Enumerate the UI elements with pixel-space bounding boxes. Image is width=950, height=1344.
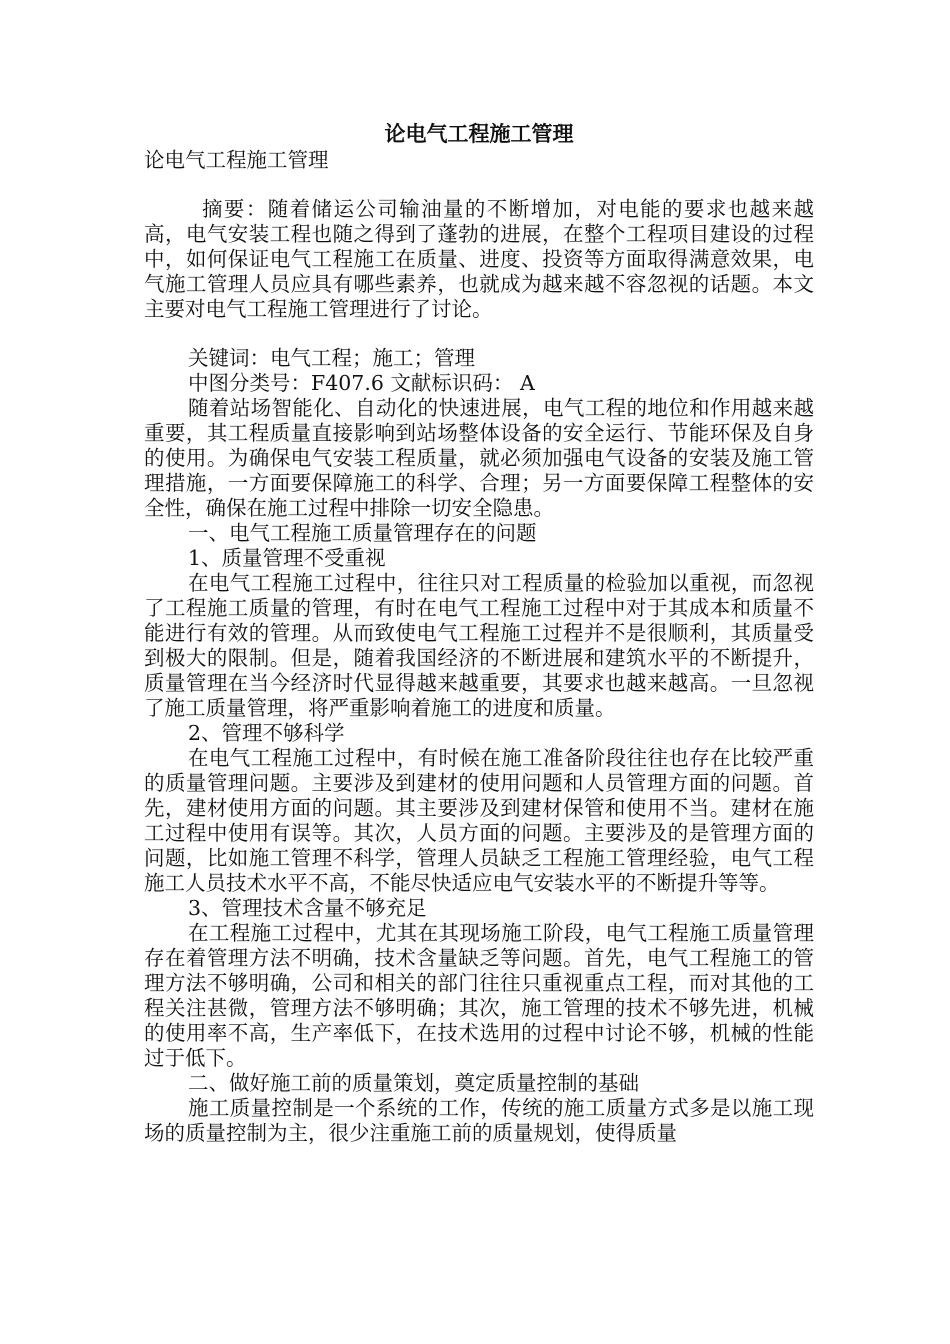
paragraph-1-3: 在工程施工过程中，尤其在其现场施工阶段，电气工程施工质量管理存在着管理方法不明确，技术含量缺乏等问题。首先，电气工程施工的管理方法不够明确，公司和相关的部门往往只重视重点工程，而对其他的工程关注甚微，管理方法不够明确；其次，施工管理的技术不够先进，机械的使用率不高，生产率低下，在技术选用的过程中讨论不够，机械的性能过于低下。 [144, 921, 814, 1070]
section-heading-1: 一、电气工程施工质量管理存在的问题 [188, 521, 537, 545]
paragraph-1-1: 在电气工程施工过程中，往往只对工程质量的检验加以重视，而忽视了工程施工质量的管理，有时在电气工程施工过程中对于其成本和质量不能进行有效的管理。从而致使电气工程施工过程并不是很顺利，其质量受到极大的限制。但是，随着我国经济的不断进展和建筑水平的不断提升，质量管理在当今经济时代显得越来越重要，其要求也越来越高。一旦忽视了施工质量管理，将严重影响着施工的进度和质量。 [144, 571, 814, 720]
document-page [144, 120, 814, 1146]
abstract-paragraph: 摘要：随着储运公司输油量的不断增加，对电能的要求也越来越高，电气安装工程也随之得到了蓬勃的进展，在整个工程项目建设的过程中，如何保证电气工程施工在质量、进度、投资等方面取得满意效果，电气施工管理人员应具有哪些素养，也就成为越来越不容忽视的话题。本文主要对电气工程施工管理进行了讨论。 [144, 197, 814, 321]
keywords-line: 关键词：电气工程；施工；管理 [188, 346, 475, 370]
paragraph-2: 施工质量控制是一个系统的工作，传统的施工质量方式多是以施工现场的质量控制为主，很少注重施工前的质量规划，使得质量 [144, 1096, 814, 1145]
paragraph-1-2: 在电气工程施工过程中，有时候在施工准备阶段往往也存在比较严重的质量管理问题。主要涉及到建材的使用问题和人员管理方面的问题。首先，建材使用方面的问题。其主要涉及到建材保管和使用不当。建材在施工过程中使用有误等。其次，人员方面的问题。主要涉及的是管理方面的问题，比如施工管理不科学，管理人员缺乏工程施工管理经验，电气工程施工人员技术水平不高，不能尽快适应电气安装水平的不断提升等等。 [144, 746, 814, 895]
document-subtitle: 论电气工程施工管理 [144, 148, 329, 172]
spacer [144, 322, 814, 346]
spacer [144, 173, 814, 197]
classification-line: 中图分类号：F407.6 文献标识码： A [188, 371, 535, 395]
intro-paragraph: 随着站场智能化、自动化的快速进展，电气工程的地位和作用越来越重要，其工程质量直接影响到站场整体设备的安全运行、节能环保及自身的使用。为确保电气安装工程质量，就必须加强电气设备的安装及施工管理措施，一方面要保障施工的科学、合理；另一方面要保障工程整体的安全性，确保在施工过程中排除一切安全隐患。 [144, 396, 814, 520]
subsection-heading-1-3: 3、管理技术含量不够充足 [188, 896, 427, 920]
subsection-heading-1-2: 2、管理不够科学 [188, 721, 345, 745]
section-heading-2: 二、做好施工前的质量策划，奠定质量控制的基础 [188, 1071, 639, 1095]
document-title: 论电气工程施工管理 [384, 121, 574, 146]
subsection-heading-1-1: 1、质量管理不受重视 [188, 546, 386, 570]
